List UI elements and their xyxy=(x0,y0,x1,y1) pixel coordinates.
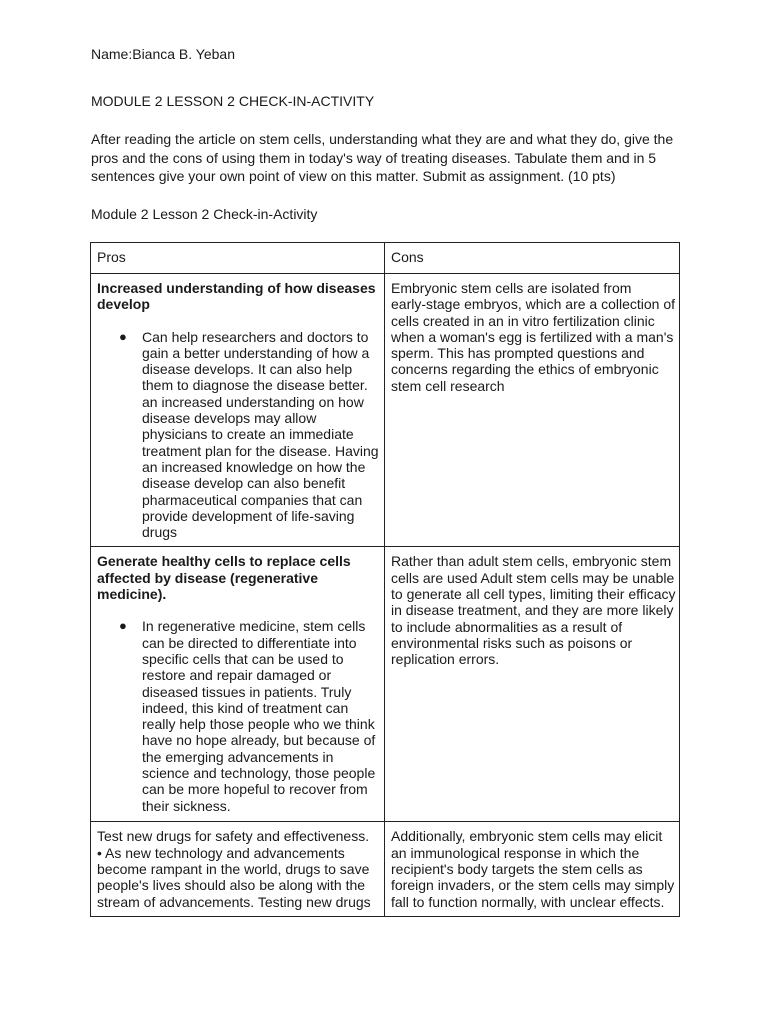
pro-bullet-line: treatment plan for the disease. Having xyxy=(142,442,379,459)
con-line: cells are used Adult stem cells may be unable xyxy=(391,569,675,586)
pro-bullet-line: an increased knowledge on how the xyxy=(142,458,366,475)
pro-bullet-line: Can help researchers and doctors to xyxy=(142,328,369,345)
table-row xyxy=(91,822,680,917)
con-line: to generate all cell types, limiting their efficacy xyxy=(391,586,676,603)
table-row xyxy=(91,274,680,547)
pro-heading-line: Increased understanding of how diseases xyxy=(97,280,376,296)
pro-bullet-line: disease develops. It can also help xyxy=(142,361,353,378)
con-line: replication errors. xyxy=(391,651,500,668)
con-cell xyxy=(385,547,680,822)
pro-bullet-line: their sickness. xyxy=(142,797,231,814)
student-name: Name:Bianca B. Yeban xyxy=(91,46,235,62)
pro-line: • As new technology and advancements xyxy=(97,844,345,861)
pro-bullet-line: diseased tissues in patients. Truly xyxy=(142,683,352,700)
pro-bullet-line: provide development of life-saving xyxy=(142,507,355,524)
bullet-icon: ● xyxy=(119,328,127,344)
pro-line: become rampant in the world, drugs to save xyxy=(97,861,370,878)
pros-header: Pros xyxy=(91,243,385,274)
pro-heading-line: affected by disease (regenerative xyxy=(97,569,318,586)
pro-cell xyxy=(91,822,385,917)
pros-cons-table xyxy=(90,242,680,917)
pro-bullet-line: disease develops may allow xyxy=(142,410,317,427)
pro-line: Test new drugs for safety and effectiveness. xyxy=(97,828,370,845)
cons-header: Cons xyxy=(385,243,680,274)
pro-bullet-line: specific cells that can be used to xyxy=(142,650,344,667)
pro-bullet-line: can be more hopeful to recover from xyxy=(142,781,368,798)
con-cell xyxy=(385,274,680,547)
pro-cell xyxy=(91,274,385,547)
pro-bullet-line: drugs xyxy=(142,524,178,541)
pro-bullet-line: them to diagnose the disease better. xyxy=(142,377,368,394)
instructions-line: sentences give your own point of view on this matter. Submit as assignment. (10 pts) xyxy=(91,168,616,184)
pro-bullet-line: restore and repair damaged or xyxy=(142,667,332,684)
table-row xyxy=(91,547,680,822)
table-header-row xyxy=(91,243,680,274)
pro-bullet-line: can be directed to differentiate into xyxy=(142,634,357,651)
pro-line: people's lives should also be along with the xyxy=(97,877,366,894)
con-line: cells created in an in vitro fertilization clinic xyxy=(391,312,655,329)
con-line: foreign invaders, or the stem cells may simply xyxy=(391,877,675,894)
con-line: to include abnormalities as a result of xyxy=(391,618,623,635)
pro-bullet-line: physicians to create an immediate xyxy=(142,426,354,443)
con-line: sperm. This has prompted questions and xyxy=(391,345,645,362)
pro-bullet-line: the emerging advancements in xyxy=(142,748,334,765)
pro-bullet-line: science and technology, those people xyxy=(142,765,376,782)
instructions-paragraph xyxy=(91,130,691,186)
pro-bullet-line: really help those people who we think xyxy=(142,716,375,733)
pro-line: stream of advancements. Testing new drugs xyxy=(97,893,371,910)
con-line: an immunological response in which the xyxy=(391,844,640,861)
pro-bullet xyxy=(97,329,378,541)
con-line: concerns regarding the ethics of embryonic xyxy=(391,361,659,378)
pro-bullet-line: pharmaceutical companies that can xyxy=(142,491,363,508)
con-line: Rather than adult stem cells, embryonic stem xyxy=(391,553,672,570)
pro-bullet-line: gain a better understanding of how a xyxy=(142,344,370,361)
con-cell xyxy=(385,822,680,917)
pro-bullet-line: In regenerative medicine, stem cells xyxy=(142,618,366,635)
instructions-line: After reading the article on stem cells, understanding what they are and what they do, give the xyxy=(91,131,674,147)
con-line: early-stage embryos, which are a collection of xyxy=(391,296,676,313)
con-line: Additionally, embryonic stem cells may elicit xyxy=(391,828,663,845)
bullet-icon: ● xyxy=(119,618,127,634)
con-line: fall to function normally, with unclear effects. xyxy=(391,893,665,910)
pro-bullet xyxy=(97,618,378,814)
con-line: when a woman's egg is fertilized with a man's xyxy=(391,328,674,345)
pro-bullet-line: have no hope already, but because of xyxy=(142,732,376,749)
pro-heading xyxy=(97,553,378,602)
pro-cell xyxy=(91,547,385,822)
activity-subtitle: Module 2 Lesson 2 Check-in-Activity xyxy=(91,206,318,222)
pro-bullet-line: indeed, this kind of treatment can xyxy=(142,699,349,716)
pro-heading-line: medicine). xyxy=(97,586,167,603)
pro-heading xyxy=(97,280,378,313)
pro-bullet-line: an increased understanding on how xyxy=(142,393,364,410)
instructions-line: pros and the cons of using them in today's way of treating diseases. Tabulate them and in 5 xyxy=(91,149,657,166)
con-line: in disease treatment, and they are more likely xyxy=(391,602,674,619)
con-line: stem cell research xyxy=(391,377,505,394)
pro-heading-line: develop xyxy=(97,296,150,313)
module-title: MODULE 2 LESSON 2 CHECK-IN-ACTIVITY xyxy=(91,93,375,109)
pro-heading-line: Generate healthy cells to replace cells xyxy=(97,553,351,570)
pro-bullet-line: disease develop can also benefit xyxy=(142,475,346,492)
con-line: environmental risks such as poisons or xyxy=(391,634,633,651)
con-line: recipient's body targets the stem cells as xyxy=(391,861,643,878)
con-line: Embryonic stem cells are isolated from xyxy=(391,280,632,296)
